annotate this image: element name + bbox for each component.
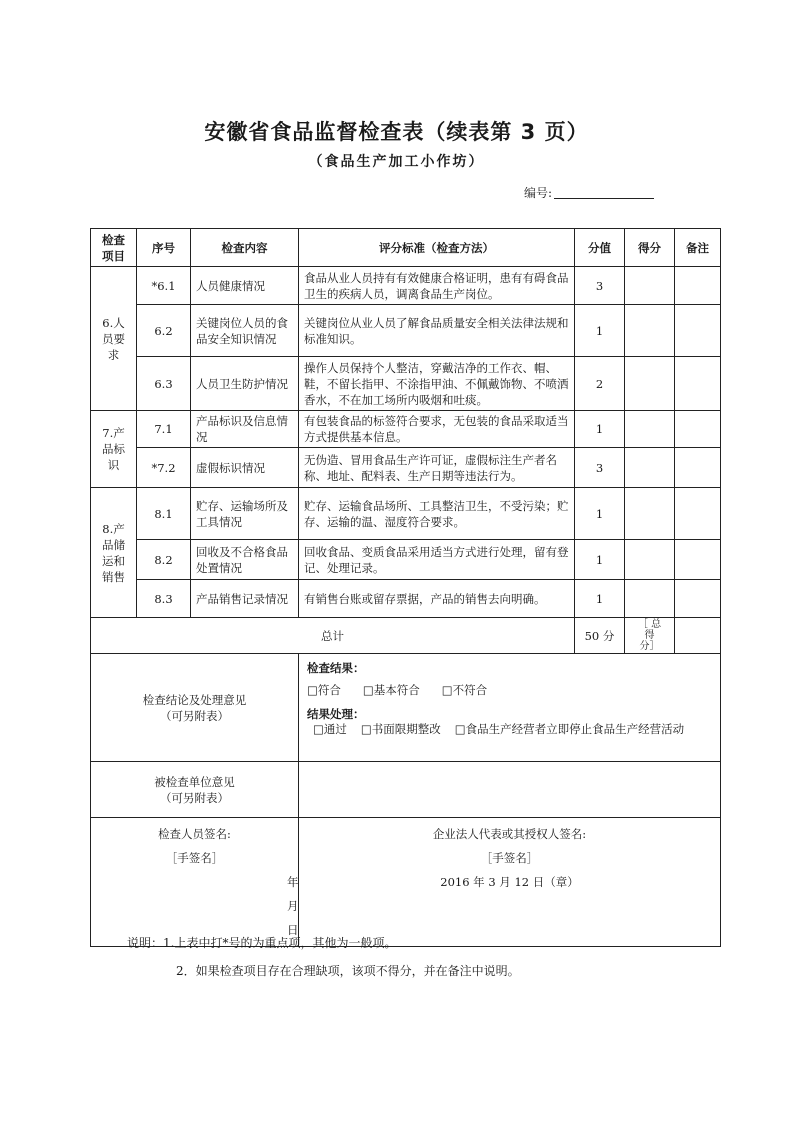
total-label: 总计 (91, 618, 575, 654)
conclusion-label-cell (91, 654, 299, 762)
conclusion-row (91, 654, 721, 762)
row-got-cell[interactable] (625, 580, 675, 618)
result-option-checkbox[interactable]: □符合 (307, 683, 341, 697)
row-seq: 7.1 (137, 411, 191, 448)
row-content: 回收及不合格食品处置情况 (191, 540, 299, 580)
row-standard: 贮存、运输食品场所、工具整洁卫生，不受污染；贮存、运输的温、湿度符合要求。 (299, 488, 575, 540)
row-score: 1 (575, 488, 625, 540)
table-row (91, 448, 721, 488)
row-score: 1 (575, 305, 625, 357)
handle-options (307, 722, 712, 736)
row-content: 人员卫生防护情况 (191, 357, 299, 411)
inspected-unit-label-sub: （可另附表） (160, 790, 229, 805)
handle-option-checkbox[interactable]: □通过 (313, 722, 347, 736)
row-got-cell[interactable] (625, 357, 675, 411)
row-seq: 6.3 (137, 357, 191, 411)
conclusion-label-sub: （可另附表） (160, 708, 229, 723)
handle-option-checkbox[interactable]: □书面限期整改 (360, 722, 441, 736)
serial-label: 编号: (524, 186, 553, 200)
total-got[interactable]: ［ 总 得 分］ (625, 618, 675, 654)
row-seq: 6.2 (137, 305, 191, 357)
row-got-cell[interactable] (625, 448, 675, 488)
header-got: 得分 (625, 229, 675, 267)
row-seq: *6.1 (137, 267, 191, 305)
row-content: 人员健康情况 (191, 267, 299, 305)
row-content: 关键岗位人员的食品安全知识情况 (191, 305, 299, 357)
inspector-sign: ［手签名］ (165, 851, 224, 865)
inspector-signature-cell[interactable] (91, 818, 310, 947)
table-row (91, 580, 721, 618)
total-row (91, 618, 721, 654)
row-standard: 食品从业人员持有有效健康合格证明，患有有碍食品卫生的疾病人员，调离食品生产岗位。 (299, 267, 575, 305)
table-header-row (91, 229, 721, 267)
row-remark-cell[interactable] (675, 448, 721, 488)
inspector-date: 年 月 日 (287, 875, 310, 937)
inspector-label: 检查人员签名: (158, 827, 231, 841)
row-got-cell[interactable] (625, 488, 675, 540)
rep-sign: ［手签名］ (480, 851, 539, 865)
rep-date: 2016 年 3 月 12 日（章） (440, 875, 579, 889)
row-score: 1 (575, 580, 625, 618)
row-content: 虚假标识情况 (191, 448, 299, 488)
inspected-unit-label: 被检查单位意见 (154, 774, 235, 789)
row-seq: 8.2 (137, 540, 191, 580)
inspected-unit-label-cell (91, 762, 299, 818)
page-title: 安徽省食品监督检查表（续表第 3 页） (204, 120, 589, 144)
rep-signature-cell[interactable] (299, 818, 721, 947)
table-row (91, 411, 721, 448)
table-row (91, 540, 721, 580)
total-remark-cell[interactable] (675, 618, 721, 654)
table-row (91, 267, 721, 305)
table-row (91, 357, 721, 411)
header-seq: 序号 (137, 229, 191, 267)
total-score: 50 分 (575, 618, 625, 654)
header-content: 检查内容 (191, 229, 299, 267)
result-options (307, 682, 712, 698)
header-standard: 评分标准（检查方法） (299, 229, 575, 267)
row-score: 2 (575, 357, 625, 411)
page-subtitle: （食品生产加工小作坊） (308, 154, 485, 170)
row-got-cell[interactable] (625, 305, 675, 357)
row-got-cell[interactable] (625, 411, 675, 448)
header-score: 分值 (575, 229, 625, 267)
row-score: 3 (575, 448, 625, 488)
conclusion-options-cell (299, 654, 721, 762)
result-option-checkbox[interactable]: □基本符合 (362, 683, 420, 697)
row-remark-cell[interactable] (675, 267, 721, 305)
note-1: 说明：1.上表中打*号的为重点项，其他为一般项。 (127, 936, 397, 950)
handle-option-checkbox[interactable]: □食品生产经营者立即停止食品生产经营活动 (454, 722, 685, 736)
row-remark-cell[interactable] (675, 357, 721, 411)
row-content: 产品销售记录情况 (191, 580, 299, 618)
row-standard: 有包装食品的标签符合要求，无包装的食品采取适当方式提供基本信息。 (299, 411, 575, 448)
group-name: 8.产 品储 运和 销售 (91, 488, 137, 618)
group-name: 6.人 员要 求 (91, 267, 137, 411)
row-remark-cell[interactable] (675, 540, 721, 580)
header-remark: 备注 (675, 229, 721, 267)
group-name: 7.产 品标 识 (91, 411, 137, 488)
serial-blank (554, 186, 654, 199)
row-score: 1 (575, 411, 625, 448)
row-seq: *7.2 (137, 448, 191, 488)
inspected-unit-opinion-cell[interactable] (299, 762, 721, 818)
row-remark-cell[interactable] (675, 411, 721, 448)
row-remark-cell[interactable] (675, 305, 721, 357)
signature-row (91, 818, 721, 947)
row-got-cell[interactable] (625, 540, 675, 580)
row-got-cell[interactable] (625, 267, 675, 305)
serial-number (524, 184, 654, 201)
handle-title: 结果处理： (307, 707, 365, 721)
inspection-table (90, 228, 721, 947)
row-standard: 关键岗位从业人员了解食品质量安全相关法律法规和标准知识。 (299, 305, 575, 357)
note-2: 2．如果检查项目存在合理缺项，该项不得分，并在备注中说明。 (176, 964, 520, 978)
row-standard: 回收食品、变质食品采用适当方式进行处理，留有登记、处理记录。 (299, 540, 575, 580)
rep-label: 企业法人代表或其授权人签名: (432, 827, 587, 841)
inspected-unit-row (91, 762, 721, 818)
header-item: 检查 项目 (91, 229, 137, 267)
row-seq: 8.3 (137, 580, 191, 618)
row-seq: 8.1 (137, 488, 191, 540)
result-title: 检查结果： (307, 661, 365, 675)
row-remark-cell[interactable] (675, 488, 721, 540)
table-row (91, 488, 721, 540)
conclusion-label: 检查结论及处理意见 (142, 692, 247, 707)
row-score: 1 (575, 540, 625, 580)
row-standard: 操作人员保持个人整洁，穿戴洁净的工作衣、帽、鞋，不留长指甲、不涂指甲油、不佩戴饰物、不喷洒香水，不在加工场所内吸烟和吐痰。 (299, 357, 575, 411)
row-content: 贮存、运输场所及工具情况 (191, 488, 299, 540)
result-option-checkbox[interactable]: □不符合 (441, 683, 488, 697)
row-standard: 有销售台账或留存票据，产品的销售去向明确。 (299, 580, 575, 618)
row-remark-cell[interactable] (675, 580, 721, 618)
row-content: 产品标识及信息情况 (191, 411, 299, 448)
table-row (91, 305, 721, 357)
row-standard: 无伪造、冒用食品生产许可证，虚假标注生产者名称、地址、配料表、生产日期等违法行为。 (299, 448, 575, 488)
row-score: 3 (575, 267, 625, 305)
